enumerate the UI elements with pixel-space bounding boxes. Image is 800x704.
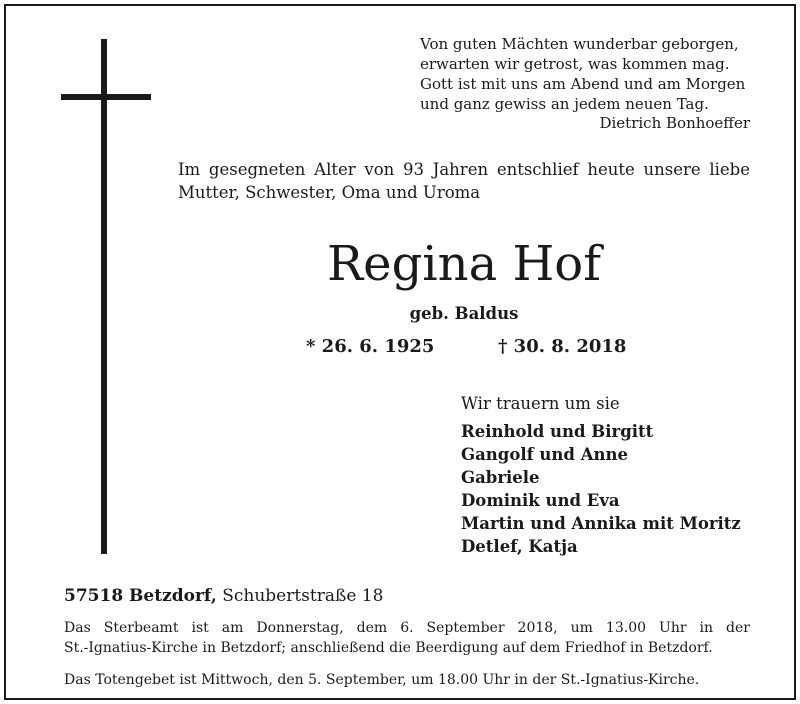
mourner-name: Gangolf und Anne bbox=[461, 445, 628, 464]
mourner-name: Reinhold und Birgitt bbox=[461, 422, 654, 441]
quote bbox=[420, 34, 750, 114]
mourner-name: Martin und Annika mit Moritz bbox=[461, 514, 741, 533]
maiden-name: geb. Baldus bbox=[409, 304, 519, 323]
address-city: 57518 Betzdorf, bbox=[64, 586, 217, 606]
intro-text bbox=[178, 158, 750, 204]
funeral-notice bbox=[64, 618, 750, 658]
quote-line: Gott ist mit uns am Abend und am Morgen bbox=[420, 75, 746, 93]
quote-line: und ganz gewiss an jedem neuen Tag. bbox=[420, 95, 709, 113]
obituary-frame bbox=[4, 4, 796, 700]
cross-icon bbox=[101, 39, 107, 554]
intro-line: Im gesegneten Alter von 93 Jahren entschlief heute unsere liebe bbox=[178, 160, 750, 179]
address-street: Schubertstraße 18 bbox=[222, 586, 384, 606]
mourners-intro: Wir trauern um sie bbox=[461, 394, 620, 413]
mourners-list bbox=[461, 420, 741, 558]
funeral-notice-line: St.-Ignatius-Kirche in Betzdorf; anschließend die Beerdigung auf dem Friedhof in Betzdorf. bbox=[64, 640, 713, 656]
mourner-name: Detlef, Katja bbox=[461, 537, 578, 556]
quote-line: Von guten Mächten wunderbar geborgen, bbox=[420, 35, 739, 53]
mourner-name: Gabriele bbox=[461, 468, 540, 487]
intro-line: Mutter, Schwester, Oma und Uroma bbox=[178, 183, 481, 202]
mourner-name: Dominik und Eva bbox=[461, 491, 620, 510]
address bbox=[64, 586, 383, 606]
cross-icon-bar bbox=[61, 94, 151, 100]
quote-author: Dietrich Bonhoeffer bbox=[599, 114, 750, 132]
prayer-notice: Das Totengebet ist Mittwoch, den 5. September, um 18.00 Uhr in der St.-Ignatius-Kirche. bbox=[64, 672, 700, 688]
funeral-notice-line: Das Sterbeamt ist am Donnerstag, dem 6. September 2018, um 13.00 Uhr in der bbox=[64, 620, 750, 636]
quote-line: erwarten wir getrost, was kommen mag. bbox=[420, 55, 730, 73]
birth-date: * 26. 6. 1925 bbox=[306, 336, 435, 357]
deceased-name: Regina Hof bbox=[327, 236, 601, 292]
death-date: † 30. 8. 2018 bbox=[498, 336, 627, 357]
